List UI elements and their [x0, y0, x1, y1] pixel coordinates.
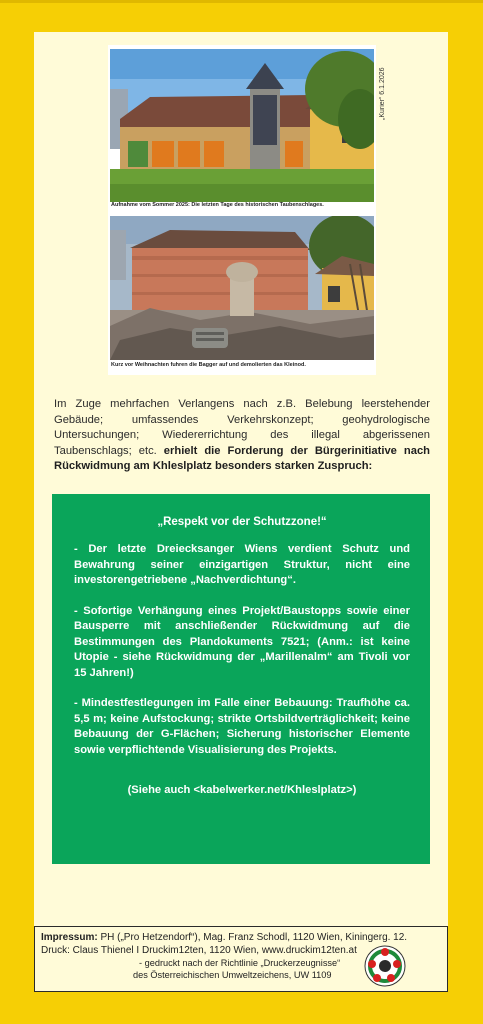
photo-summer-2025 — [110, 49, 374, 202]
impressum-line3: - gedruckt nach der Richtlinie „Druckerzeugnisse“ — [139, 958, 341, 968]
demand-item-3: - Mindestfestlegungen im Falle einer Bebauung: Traufhöhe ca. 5,5 m; keine Aufstockung; strikte Ortsbildverträglichkeit; keine Bebauung der G-Flächen; Sicherung historischer Elemente sowie verpflichtende Visualisierung des Projekts. — [74, 697, 410, 756]
intro-bold: erhielt die Forderung der Bürgerinitiative nach Rückwidmung am Khleslplatz besonders starken Zuspruch: — [54, 444, 431, 472]
umweltzeichen-logo-icon — [363, 944, 407, 988]
intro-paragraph — [54, 397, 430, 475]
reference-link[interactable]: (Siehe auch <kabelwerker.net/Khleslplatz>) — [127, 784, 357, 796]
impressum-line4: des Österreichischen Umweltzeichens, UW 1109 — [133, 970, 332, 980]
demands-box — [52, 494, 430, 864]
demands-title: „Respekt vor der Schutzzone!“ — [157, 516, 327, 528]
impressum-line2: Druck: Claus Thienel I Druckim12ten, 1120 Wien, www.druckim12ten.at — [41, 945, 357, 956]
photo-caption-top: Aufnahme vom Sommer 2025: Die letzten Tage des historischen Taubenschlages. — [111, 202, 324, 208]
impressum-line1 — [41, 931, 441, 944]
top-border — [0, 0, 483, 3]
newspaper-clipping — [108, 45, 376, 375]
photo-demolition — [110, 216, 374, 360]
impressum-box — [34, 926, 448, 992]
impressum-eco-note — [133, 957, 341, 981]
photo-caption-bottom: Kurz vor Weihnachten fuhren die Bagger auf und demolierten das Kleinod. — [111, 362, 306, 368]
demand-item-2: - Sofortige Verhängung eines Projekt/Baustopps sowie einer Bausperre mit anschließender Rückwidmung auf die Bestimmungen des Plandokuments 7521; (Anm.: ist keine Utopie - siehe Rückwidmung der „Marillenalm“ am Tivoli vor 15 Jahren!) — [74, 604, 410, 679]
intro-text: Im Zuge mehrfachen Verlangens nach z.B. Belebung leerstehender Gebäude; umfassendes Verkehrskonzept; geohydrologische Untersuchungen; Wiedererrichtung des illegal abgerissenen Taubenschlags; etc. — [54, 398, 430, 457]
demand-item-1: - Der letzte Dreiecksanger Wiens verdient Schutz und Bewahrung seiner einzigartigen Struktur, nicht eine investorengetriebene „Nachverdichtung“. — [74, 543, 410, 586]
impressum-publisher: PH („Pro Hetzendorf“), Mag. Franz Schodl, 1120 Wien, Kiningerg. 12. — [97, 932, 408, 943]
impressum-label: Impressum: — [41, 932, 98, 943]
newspaper-credit: „Kurier“ 6.1.2026 — [379, 67, 386, 120]
flyer-panel — [34, 32, 448, 927]
